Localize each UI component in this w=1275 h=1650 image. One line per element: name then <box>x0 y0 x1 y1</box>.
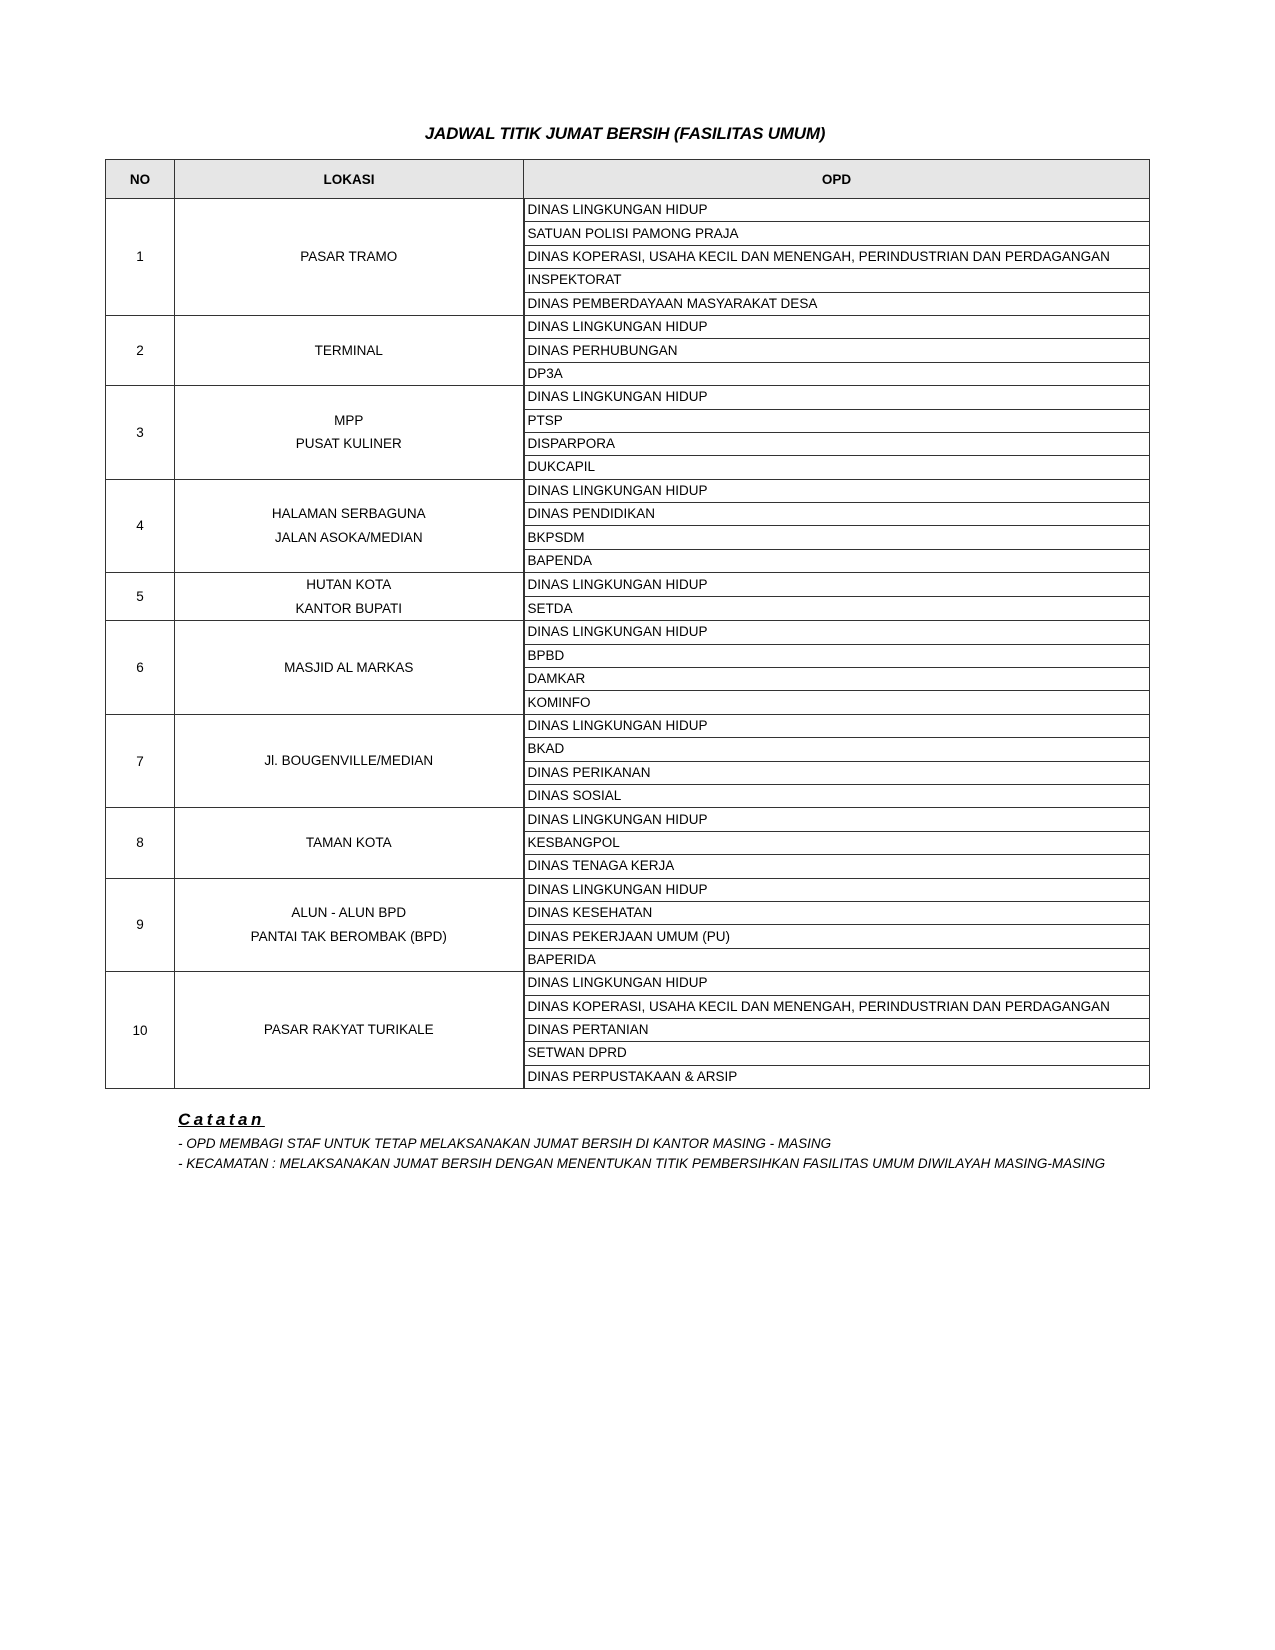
opd-cell: SATUAN POLISI PAMONG PRAJA <box>524 222 1150 245</box>
table-row <box>106 315 1150 338</box>
location-name: JALAN ASOKA/MEDIAN <box>274 529 423 545</box>
opd-cell: DINAS LINGKUNGAN HIDUP <box>524 972 1150 995</box>
location-name: PANTAI TAK BEROMBAK (BPD) <box>250 928 447 944</box>
opd-cell: DISPARPORA <box>524 432 1150 455</box>
document-title: JADWAL TITIK JUMAT BERSIH (FASILITAS UMUM) <box>424 124 826 143</box>
header-row <box>106 160 1150 199</box>
row-number-cell: 9 <box>106 878 175 972</box>
table-row <box>106 878 1150 901</box>
opd-cell: DINAS LINGKUNGAN HIDUP <box>524 315 1150 338</box>
location-cell <box>175 621 524 715</box>
row-number-cell: 4 <box>106 479 175 573</box>
opd-cell: DINAS PERIKANAN <box>524 761 1150 784</box>
row-number-cell: 1 <box>106 199 175 316</box>
opd-cell: PTSP <box>524 409 1150 432</box>
row-number-cell: 8 <box>106 808 175 878</box>
opd-cell: KOMINFO <box>524 691 1150 714</box>
notes-heading: Catatan <box>178 1110 265 1129</box>
opd-cell: INSPEKTORAT <box>524 269 1150 292</box>
location-name: PASAR RAKYAT TURIKALE <box>263 1022 434 1038</box>
table-header <box>106 160 1150 199</box>
opd-cell: DUKCAPIL <box>524 456 1150 479</box>
table-row <box>106 479 1150 502</box>
table-row <box>106 199 1150 222</box>
opd-cell: DINAS TENAGA KERJA <box>524 855 1150 878</box>
table-body <box>106 199 1150 1089</box>
location-cell <box>175 315 524 385</box>
opd-cell: BAPERIDA <box>524 948 1150 971</box>
table-row <box>106 573 1150 597</box>
opd-cell: DINAS PERTANIAN <box>524 1018 1150 1041</box>
opd-cell: BKAD <box>524 738 1150 761</box>
opd-cell: DINAS PERHUBUNGAN <box>524 339 1150 362</box>
opd-cell: DINAS SOSIAL <box>524 784 1150 807</box>
opd-cell: DINAS PENDIDIKAN <box>524 503 1150 526</box>
opd-cell: DINAS LINGKUNGAN HIDUP <box>524 199 1150 222</box>
location-cell <box>175 479 524 573</box>
location-name: MPP <box>334 412 364 428</box>
opd-cell: DINAS KESEHATAN <box>524 901 1150 924</box>
schedule-table <box>105 159 1150 1089</box>
location-cell <box>175 714 524 808</box>
row-number-cell: 5 <box>106 573 175 621</box>
row-number-cell: 3 <box>106 386 175 480</box>
opd-cell: BKPSDM <box>524 526 1150 549</box>
location-name: PASAR TRAMO <box>300 249 398 265</box>
location-name: TERMINAL <box>314 342 383 358</box>
opd-cell: DINAS PERPUSTAKAAN & ARSIP <box>524 1065 1150 1088</box>
opd-cell: DINAS LINGKUNGAN HIDUP <box>524 878 1150 901</box>
opd-cell: DINAS PEKERJAAN UMUM (PU) <box>524 925 1150 948</box>
location-name: KANTOR BUPATI <box>295 600 403 616</box>
location-cell <box>175 808 524 878</box>
row-number-cell: 10 <box>106 972 175 1089</box>
location-name: Jl. BOUGENVILLE/MEDIAN <box>264 753 434 769</box>
opd-cell: DINAS KOPERASI, USAHA KECIL DAN MENENGAH, PERINDUSTRIAN DAN PERDAGANGAN <box>524 245 1150 268</box>
location-name: MASJID AL MARKAS <box>284 659 414 675</box>
row-number-cell: 7 <box>106 714 175 808</box>
row-number-cell: 2 <box>106 315 175 385</box>
table-row <box>106 714 1150 737</box>
table-row <box>106 808 1150 831</box>
location-name: HUTAN KOTA <box>306 577 392 593</box>
opd-cell: SETDA <box>524 597 1150 621</box>
opd-cell: DINAS KOPERASI, USAHA KECIL DAN MENENGAH, PERINDUSTRIAN DAN PERDAGANGAN <box>524 995 1150 1018</box>
opd-cell: BAPENDA <box>524 549 1150 572</box>
notes-section <box>178 1110 1105 1174</box>
opd-cell: SETWAN DPRD <box>524 1042 1150 1065</box>
opd-cell: DINAS LINGKUNGAN HIDUP <box>524 621 1150 644</box>
opd-cell: DINAS LINGKUNGAN HIDUP <box>524 573 1150 597</box>
header-no: NO <box>106 160 175 199</box>
row-number-cell: 6 <box>106 621 175 715</box>
opd-cell: DINAS PEMBERDAYAAN MASYARAKAT DESA <box>524 292 1150 315</box>
table-row <box>106 386 1150 409</box>
note-line: - KECAMATAN : MELAKSANAKAN JUMAT BERSIH DENGAN MENENTUKAN TITIK PEMBERSIHKAN FASILITAS UMUM DIWILAYAH MASING-MASING <box>178 1156 1106 1171</box>
opd-cell: DINAS LINGKUNGAN HIDUP <box>524 386 1150 409</box>
table-row <box>106 621 1150 644</box>
location-cell <box>175 386 524 480</box>
opd-cell: DINAS LINGKUNGAN HIDUP <box>524 808 1150 831</box>
header-lokasi: LOKASI <box>175 160 524 199</box>
location-cell <box>175 199 524 316</box>
opd-cell: DAMKAR <box>524 668 1150 691</box>
location-cell <box>175 972 524 1089</box>
opd-cell: KESBANGPOL <box>524 831 1150 854</box>
location-name: ALUN - ALUN BPD <box>291 905 407 921</box>
header-opd: OPD <box>524 160 1150 199</box>
opd-cell: DINAS LINGKUNGAN HIDUP <box>524 479 1150 502</box>
table-row <box>106 972 1150 995</box>
opd-cell: BPBD <box>524 644 1150 667</box>
location-cell <box>175 573 524 621</box>
location-name: PUSAT KULINER <box>295 436 402 452</box>
location-name: TAMAN KOTA <box>305 835 392 851</box>
opd-cell: DP3A <box>524 362 1150 385</box>
note-line: - OPD MEMBAGI STAF UNTUK TETAP MELAKSANAKAN JUMAT BERSIH DI KANTOR MASING - MASING <box>178 1136 832 1151</box>
opd-cell: DINAS LINGKUNGAN HIDUP <box>524 714 1150 737</box>
location-cell <box>175 878 524 972</box>
location-name: HALAMAN SERBAGUNA <box>271 506 426 522</box>
